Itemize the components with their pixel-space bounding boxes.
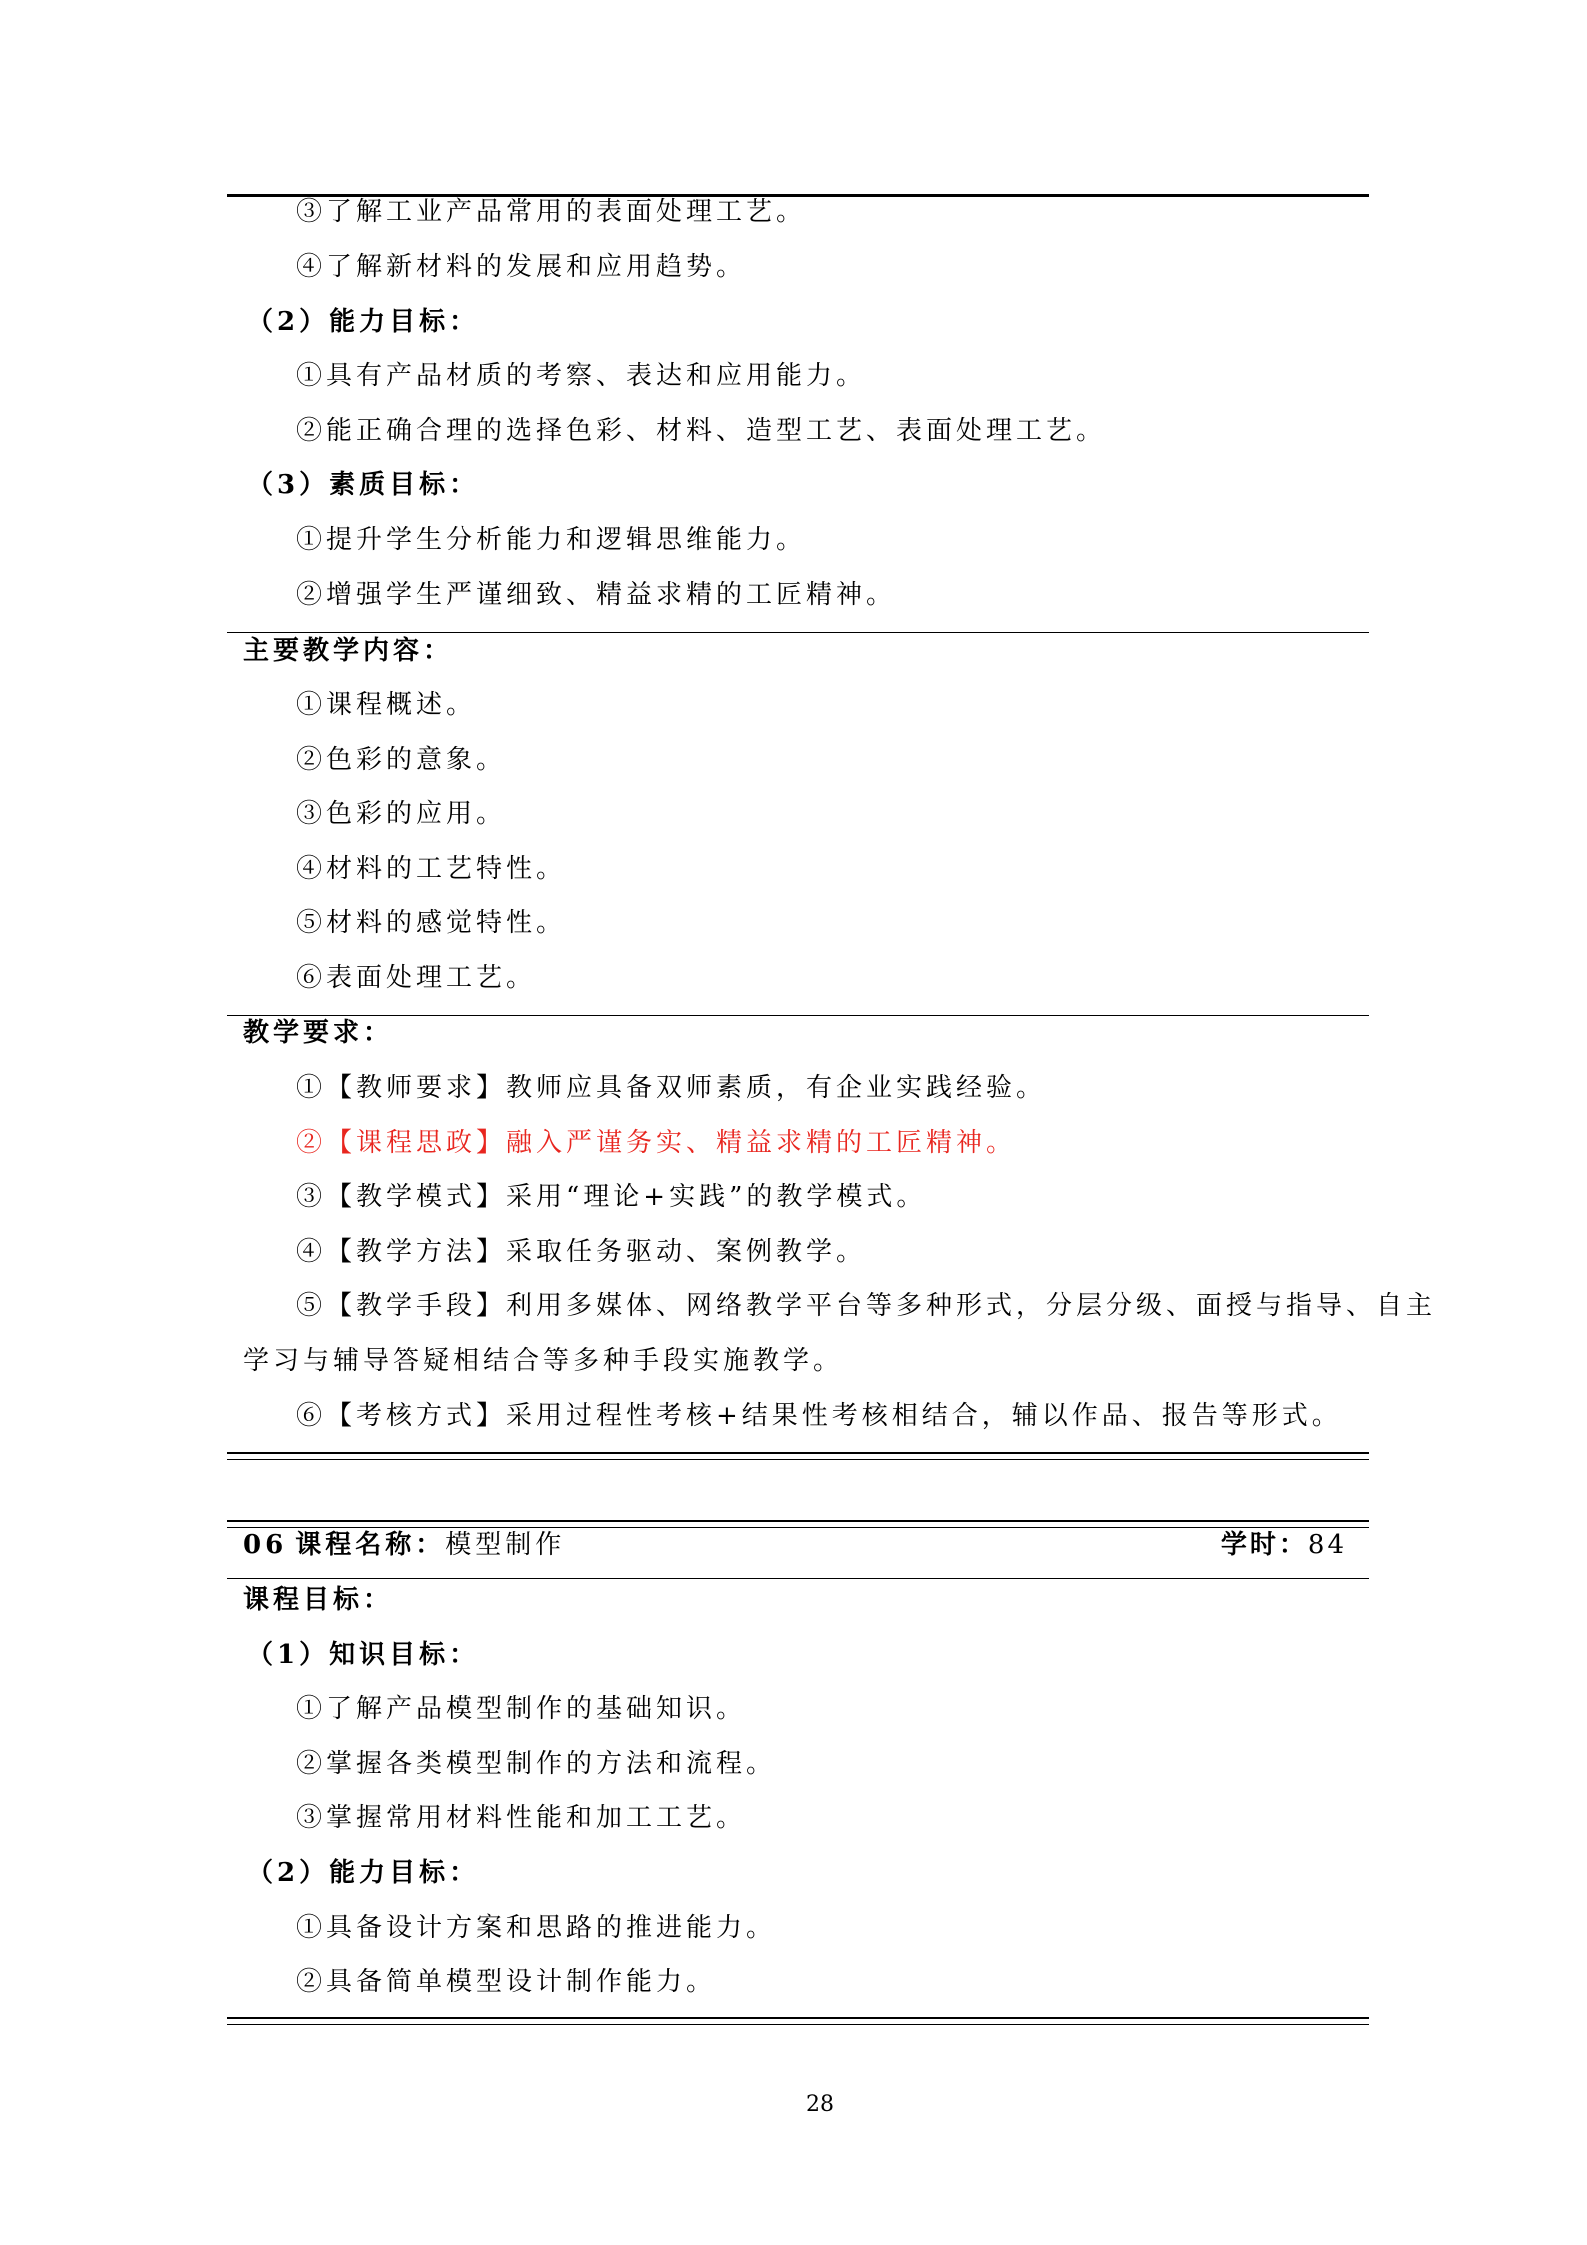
ability-item: ②具备简单模型设计制作能力。 (296, 1967, 717, 1997)
knowledge-heading: （1）知识目标： (247, 1640, 480, 1670)
requirements-heading: 教学要求： (243, 1018, 394, 1048)
course-name-label: 课程名称： (295, 1530, 446, 1560)
content-item: ⑥表面处理工艺。 (296, 963, 537, 993)
ability-heading: （2）能力目标： (247, 1858, 480, 1888)
ability-heading: （2）能力目标： (247, 307, 480, 337)
content-item: ④材料的工艺特性。 (296, 854, 567, 884)
knowledge-item: ③了解工业产品常用的表面处理工艺。 (296, 197, 807, 227)
requirement-item-highlight: ②【课程思政】融入严谨务实、精益求精的工匠精神。 (296, 1128, 1017, 1158)
section-divider (227, 632, 1369, 633)
hours-value: 84 (1307, 1530, 1347, 1560)
table-top-rule (227, 1520, 1369, 1528)
ability-item: ①具备设计方案和思路的推进能力。 (296, 1913, 777, 1943)
requirement-item: ①【教师要求】教师应具备双师素质，有企业实践经验。 (296, 1073, 1047, 1103)
course-hours (1221, 1530, 1347, 1560)
table-bottom-rule (227, 2017, 1369, 2025)
section-divider (227, 1578, 1369, 1579)
ability-item: ②能正确合理的选择色彩、材料、造型工艺、表面处理工艺。 (296, 416, 1107, 446)
content-heading: 主要教学内容： (243, 636, 454, 666)
section-divider (227, 1015, 1369, 1016)
content-item: ⑤材料的感觉特性。 (296, 908, 567, 938)
knowledge-item: ③掌握常用材料性能和加工工艺。 (296, 1803, 747, 1833)
quality-heading: （3）素质目标： (247, 470, 480, 500)
course-name: 模型制作 (445, 1530, 566, 1560)
page-number: 28 (806, 2092, 834, 2117)
ability-item: ①具有产品材质的考察、表达和应用能力。 (296, 361, 867, 391)
knowledge-item: ④了解新材料的发展和应用趋势。 (296, 252, 747, 282)
content-item: ③色彩的应用。 (296, 799, 507, 829)
knowledge-item: ②掌握各类模型制作的方法和流程。 (296, 1749, 777, 1779)
knowledge-item: ①了解产品模型制作的基础知识。 (296, 1694, 747, 1724)
requirement-item-continuation: 学习与辅导答疑相结合等多种手段实施教学。 (243, 1346, 844, 1376)
course-number: 06 (243, 1530, 288, 1560)
requirement-item: ⑤【教学手段】利用多媒体、网络教学平台等多种形式，分层分级、面授与指导、自主 (296, 1291, 1437, 1321)
requirement-item: ⑥【考核方式】采用过程性考核+结果性考核相结合，辅以作品、报告等形式。 (296, 1401, 1342, 1431)
content-item: ②色彩的意象。 (296, 745, 507, 775)
content-item: ①课程概述。 (296, 690, 477, 720)
requirement-item: ③【教学模式】采用“理论+实践”的教学模式。 (296, 1182, 927, 1212)
table-bottom-rule (227, 1452, 1369, 1460)
requirement-item: ④【教学方法】采取任务驱动、案例教学。 (296, 1237, 867, 1267)
hours-label: 学时： (1220, 1530, 1308, 1560)
quality-item: ①提升学生分析能力和逻辑思维能力。 (296, 525, 807, 555)
quality-item: ②增强学生严谨细致、精益求精的工匠精神。 (296, 580, 897, 610)
course-title-row (243, 1530, 565, 1560)
goals-heading: 课程目标： (243, 1585, 394, 1615)
